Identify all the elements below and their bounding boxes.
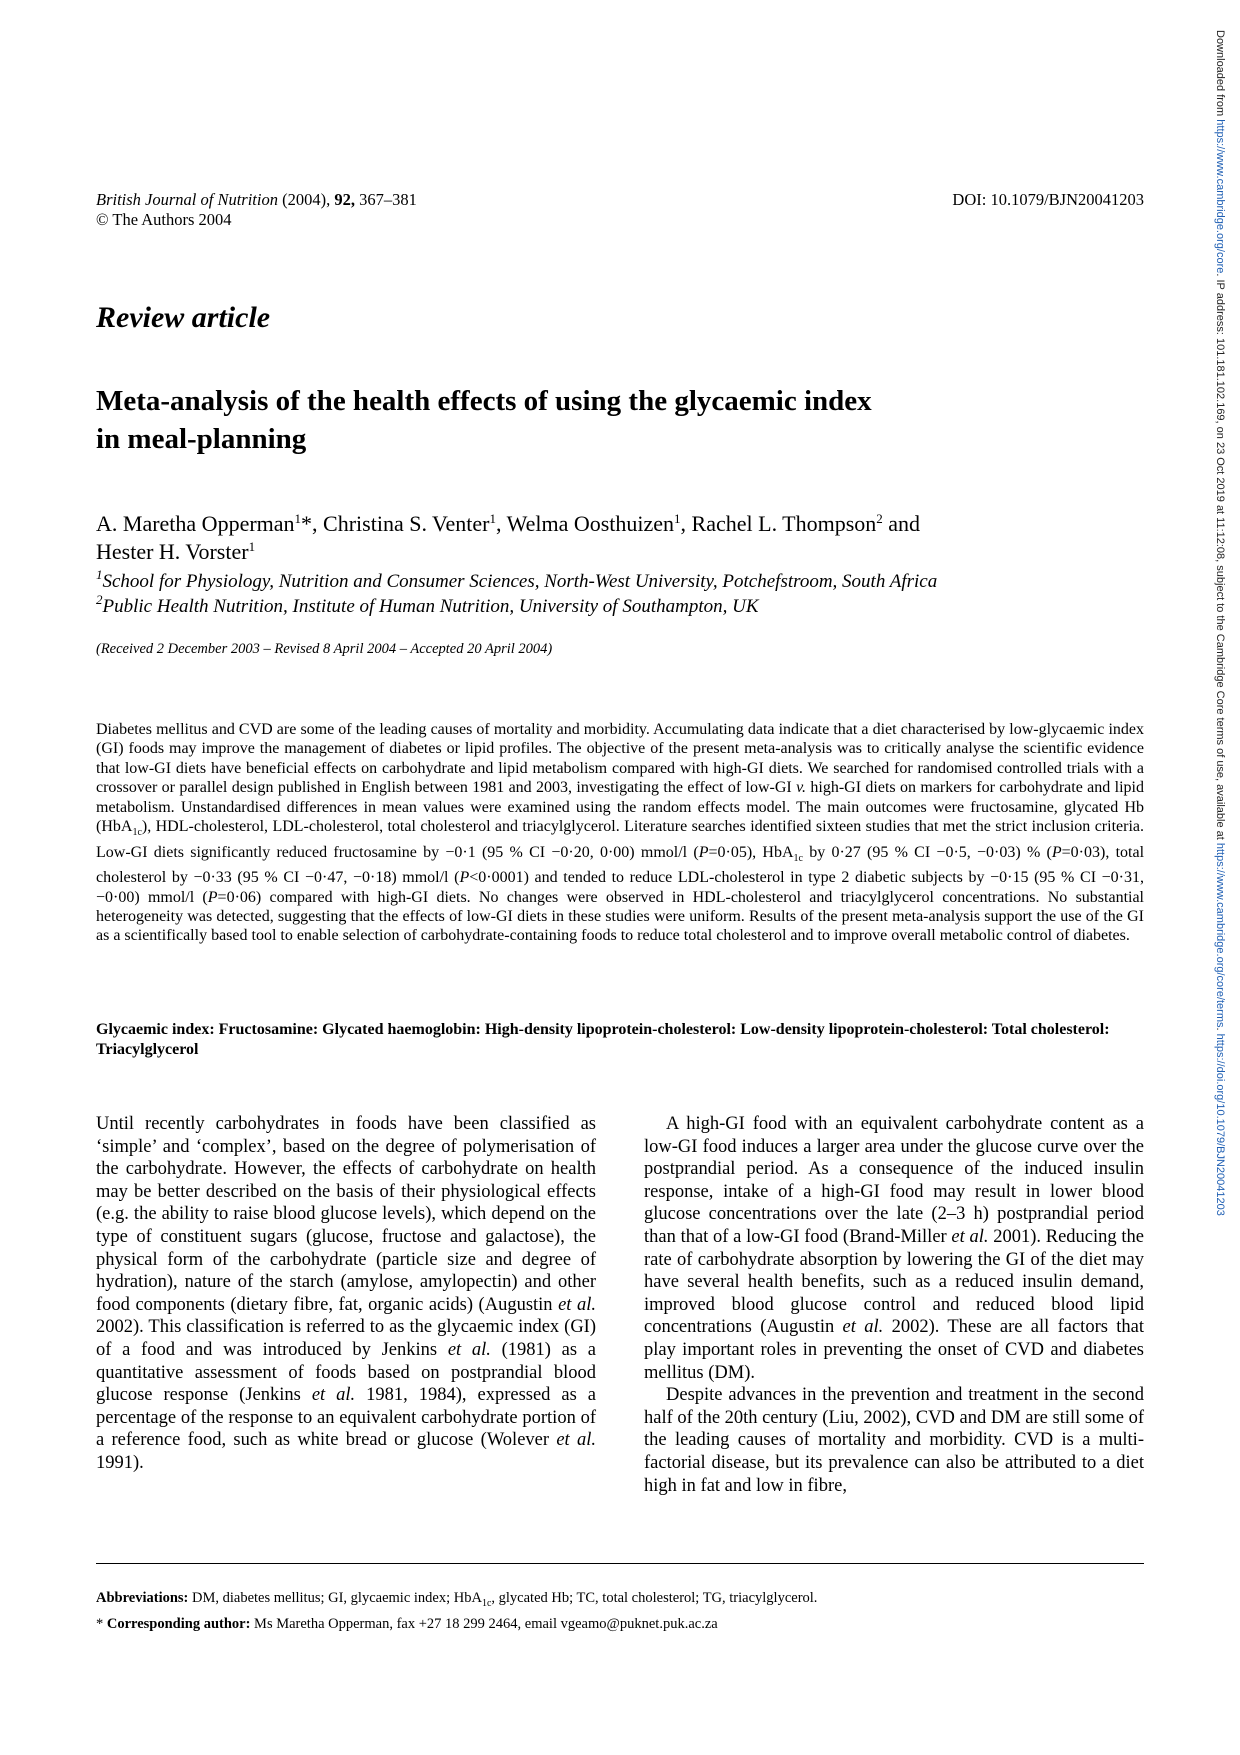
- author-name: Christina S. Venter: [323, 511, 490, 536]
- journal-volume: 92,: [334, 190, 355, 209]
- corresponding-marker: *,: [301, 511, 324, 536]
- article-type: Review article: [96, 301, 271, 334]
- article-title: [96, 382, 1076, 458]
- affiliation-marker: 1: [489, 511, 496, 526]
- body-column-left: [96, 1113, 596, 1475]
- footnote-divider: [96, 1563, 1144, 1564]
- author-name: Welma Oosthuizen: [506, 511, 675, 536]
- affiliation-marker: 1: [674, 511, 681, 526]
- corresponding-author-footnote: * Corresponding author: Ms Maretha Opperman, fax +27 18 299 2464, email vgeamo@puknet.puk.ac.za: [96, 1615, 718, 1632]
- affiliation-number: 1: [96, 567, 103, 582]
- title-line-2: in meal-planning: [96, 423, 307, 455]
- download-notice: Downloaded from https://www.cambridge.org/core. IP address: 101.181.102.169, on 23 Oct 2019 at 11:12:08, subject to the Cambridge Core terms of use, available at https://www.cambridge.org/core/terms. https://doi.org/10.1079/BJN20041203: [1214, 30, 1226, 1216]
- doi-label: DOI: 10.1079/BJN20041203: [952, 190, 1144, 209]
- cambridge-core-link[interactable]: https://www.cambridge.org/core: [1214, 119, 1226, 274]
- affiliation-number: 2: [96, 592, 103, 607]
- author-conjunction: and: [882, 511, 921, 536]
- affiliation-marker: 2: [876, 511, 883, 526]
- journal-name: British Journal of Nutrition: [96, 190, 278, 209]
- keywords: Glycaemic index: Fructosamine: Glycated haemoglobin: High-density lipoprotein-cholesterol: Low-density lipoprotein-cholesterol: Total cholesterol: Triacylglycerol: [96, 1021, 1110, 1058]
- affiliation-2: [96, 592, 1146, 619]
- doi-link[interactable]: https://doi.org/10.1079/BJN20041203: [1214, 1033, 1226, 1216]
- abbreviations-footnote: Abbreviations: DM, diabetes mellitus; GI, glycaemic index; HbA$_{1c}$, glycated Hb; TC, total cholesterol; TG, triacylglycerol.: [96, 1590, 818, 1609]
- journal-citation: [96, 190, 417, 230]
- body-paragraph: Despite advances in the prevention and treatment in the second half of the 20th century (Liu, 2002), CVD and DM are still some of the leading causes of mortality and morbidity. CVD is a multi-factorial disease, but its prevalence can also be attributed to a diet high in fat and low in fibre,: [644, 1385, 1144, 1496]
- received-dates: (Received 2 December 2003 – Revised 8 April 2004 – Accepted 20 April 2004): [96, 641, 553, 657]
- copyright-line: © The Authors 2004: [96, 210, 232, 229]
- body-column-right: [644, 1113, 1144, 1497]
- affiliation-text: School for Physiology, Nutrition and Consumer Sciences, North-West University, Potchefstroom, South Africa: [102, 571, 938, 592]
- affiliation-marker: 1: [248, 539, 256, 554]
- title-line-1: Meta-analysis of the health effects of using the glycaemic index: [96, 385, 872, 417]
- affiliation-1: [96, 567, 1146, 594]
- affiliation-text: Public Health Nutrition, Institute of Human Nutrition, University of Southampton, UK: [102, 596, 759, 617]
- author-name: A. Maretha Opperman: [96, 511, 295, 536]
- author-name: Rachel L. Thompson: [691, 511, 877, 536]
- abstract: Diabetes mellitus and CVD are some of the leading causes of mortality and morbidity. Accumulating data indicate that a diet characterised by low-glycaemic index (GI) foods may improve the management of diabetes or lipid profiles. The objective of the present meta-analysis was to critically analyse the scientific evidence that low-GI diets have beneficial effects on carbohydrate and lipid metabolism compared with high-GI diets. We searched for randomised controlled trials with a crossover or parallel design published in English between 1981 and 2003, investigating the effect of low-GI v. high-GI diets on markers for carbohydrate and lipid metabolism. Unstandardised differences in mean values were examined using the random effects model. The main outcomes were fructosamine, glycated Hb (HbA$_{1c}$), HDL-cholesterol, LDL-cholesterol, total cholesterol and triacylglycerol. Literature searches identified sixteen studies that met the strict inclusion criteria. Low-GI diets significantly reduced fructosamine by −0·1 (95 % CI −0·20, 0·00) mmol/l (P=0·05), HbA$_{1c}$ by 0·27 (95 % CI −0·5, −0·03) % (P=0·03), total cholesterol by −0·33 (95 % CI −0·47, −0·18) mmol/l (P<0·0001) and tended to reduce LDL-cholesterol in type 2 diabetic subjects by −0·15 (95 % CI −0·31, −0·00) mmol/l (P=0·06) compared with high-GI diets. No changes were observed in HDL-cholesterol and triacylglycerol concentrations. No substantial heterogeneity was detected, suggesting that the effects of low-GI diets in these studies were uniform. Results of the present meta-analysis support the use of the GI as a scientifically based tool to enable selection of carbohydrate-containing foods to reduce total cholesterol and to improve overall metabolic control of diabetes.: [96, 721, 1145, 945]
- author-list: A. Maretha Opperman$^1$*, Christina S. Venter$^1$, Welma Oosthuizen$^1$, Rachel L. Thompson$^2$ and Hester H. Vorster$^1$: [96, 511, 921, 564]
- terms-link[interactable]: https://www.cambridge.org/core/terms: [1214, 842, 1226, 1028]
- body-paragraph: Until recently carbohydrates in foods have been classified as ‘simple’ and ‘complex’, based on the degree of polymerisation of the carbohydrate. However, the effects of carbohydrate on health may be better described on the basis of their physiological effects (e.g. the ability to raise blood glucose levels), which depend on the type of constituent sugars (glucose, fructose and galactose), the physical form of the carbohydrate (particle size and degree of hydration), nature of the starch (amylose, amylopectin) and other food components (dietary fibre, fat, organic acids) (Augustin et al. 2002). This classification is referred to as the glycaemic index (GI) of a food and was introduced by Jenkins et al. (1981) as a quantitative assessment of foods based on postprandial blood glucose response (Jenkins et al. 1981, 1984), expressed as a percentage of the response to an equivalent carbohydrate portion of a reference food, such as white bread or glucose (Wolever et al. 1991).: [96, 1114, 596, 1473]
- journal-year: (2004),: [282, 190, 331, 209]
- author-name: Hester H. Vorster: [96, 539, 249, 564]
- affiliation-marker: 1: [294, 511, 302, 526]
- footnotes: [96, 1588, 1144, 1634]
- journal-pages: 367–381: [359, 190, 417, 209]
- body-paragraph: A high-GI food with an equivalent carbohydrate content as a low-GI food induces a larger area under the glucose curve over the postprandial period. As a consequence of the induced insulin response, intake of a high-GI food may result in lower blood glucose concentrations over the late (2–3 h) postprandial period than that of a low-GI food (Brand-Miller et al. 2001). Reducing the rate of carbohydrate absorption by lowering the GI of the diet may have several health benefits, such as a reduced insulin demand, improved blood glucose control and reduced blood lipid concentrations (Augustin et al. 2002). These are all factors that play important roles in preventing the onset of CVD and diabetes mellitus (DM).: [644, 1114, 1145, 1383]
